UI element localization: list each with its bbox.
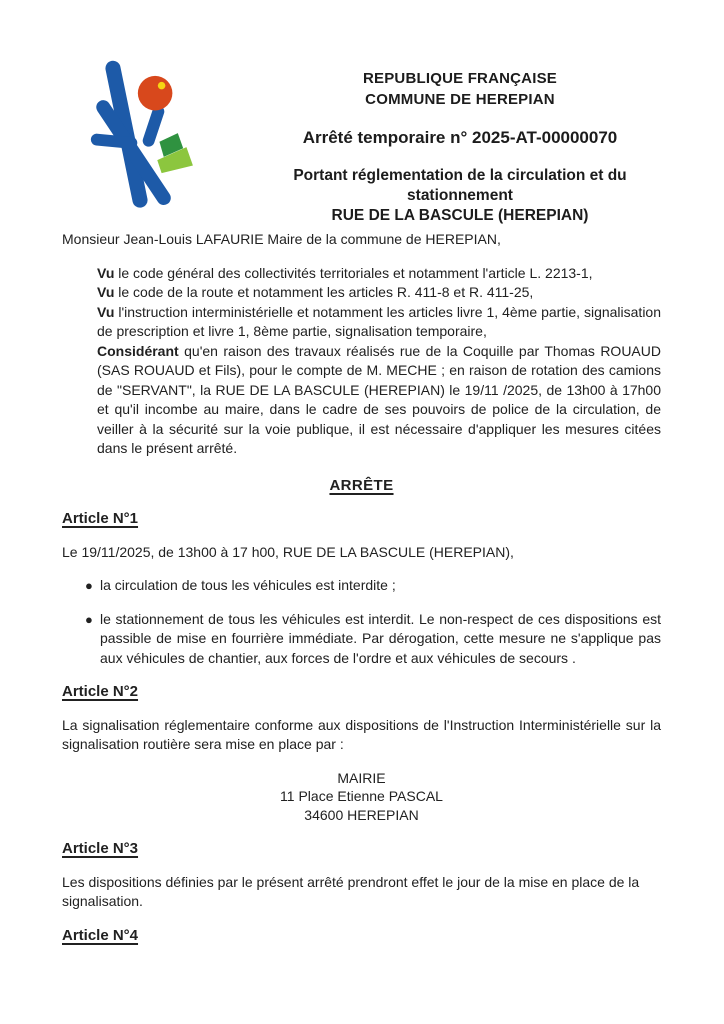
logo-yellow-dot [158,82,166,90]
address-line-1: MAIRIE [337,769,386,786]
recital-vu-2 [97,283,661,303]
article-2-title [62,682,661,702]
article-3-body: Les dispositions définies par le présent arrêté prendront effet le jour de la mise en place de la signalisation. [62,873,640,909]
article-1-title-text: Article N°1 [62,510,139,527]
recital-vu-1 [97,264,661,284]
commune-logo-icon [86,58,194,218]
recital-label: Vu [97,264,115,281]
document-body [62,230,661,959]
article-2-body: La signalisation réglementaire conforme aux dispositions de l'Instruction Interministérielle sur la signalisation routière sera mise en place par : [62,716,661,752]
article-1-title [62,509,661,529]
recital-label: Considérant [97,342,179,359]
logo-brush-crossbar [97,140,132,143]
bullet-text: le stationnement de tous les véhicules est interdit. Le non-respect de ces dispositions est passible de mise en fourrière immédiate. Par dérogation, cette mesure ne s'applique pas aux véhicules de chantier, aux forces de l'ordre et aux véhicules de secours . [100,610,661,666]
article-4-title [62,926,661,946]
logo-brush-branch [149,112,159,141]
recital-vu-3 [97,303,661,342]
logo-red-ball [138,76,173,111]
signage-authority-address [62,769,661,825]
commune-herepian-logo [86,58,196,220]
recital-text: l'instruction interministérielle et notamment les articles livre 1, 4ème partie, signalisation de prescription et livre 1, 8ème partie, signalisation temporaire, [97,303,662,339]
decree-heading [62,476,661,496]
arrete-number: Arrêté temporaire n° 2025-AT-00000070 [302,128,618,147]
article-2-title-text: Article N°2 [62,683,139,700]
article-1-bullet-1 [62,576,661,596]
bullet-text: la circulation de tous les véhicules est interdite ; [100,577,396,593]
article-3-title-text: Article N°3 [62,840,139,857]
recital-text: le code général des collectivités territoriales et notamment l'article L. 2213-1, [118,264,593,281]
recital-text: qu'en raison des travaux réalisés rue de la Coquille par Thomas ROUAUD (SAS ROUAUD et Fils), pour le compte de M. MECHE ; en raison de rotation des camions de "SERVANT", la RUE DE LA BASCULE (HEREPIAN) le 19/11 /2025, de 13h00 à 17h00 et qu'il incombe au maire, dans le cadre de ses pouvoirs de police de la circulation, de veiller à la sécurité sur la voie publique, il est nécessaire d'appliquer les mesures citées dans le présent arrêté. [97,342,661,456]
salutation: Monsieur Jean-Louis LAFAURIE Maire de la commune de HEREPIAN, [62,231,501,247]
recital-label: Vu [97,284,115,300]
recital-text: le code de la route et notamment les articles R. 411-8 et R. 411-25, [118,284,534,300]
recitals-block [97,264,661,459]
recital-considerant [97,342,661,459]
address-line-3: 34600 HEREPIAN [304,806,419,823]
bullet-dot-icon: ● [85,578,93,593]
republic-title: REPUBLIQUE FRANÇAISE [362,70,557,87]
article-4-title-text: Article N°4 [62,926,139,944]
arrete-street: RUE DE LA BASCULE (HEREPIAN) [331,207,589,224]
article-1-intro: Le 19/11/2025, de 13h00 à 17 h00, RUE DE LA BASCULE (HEREPIAN), [62,543,514,560]
article-1-bullet-2 [62,610,661,669]
recital-label: Vu [97,303,115,320]
decree-heading-text: ARRÊTE [329,476,394,494]
arrete-subject: Portant réglementation de la circulation et du stationnement [293,167,627,204]
bullet-dot-icon: ● [85,611,93,627]
commune-title: COMMUNE DE HEREPIAN [365,91,555,108]
document-header [240,68,680,226]
address-line-2: 11 Place Etienne PASCAL [280,788,443,804]
article-3-title [62,839,661,859]
